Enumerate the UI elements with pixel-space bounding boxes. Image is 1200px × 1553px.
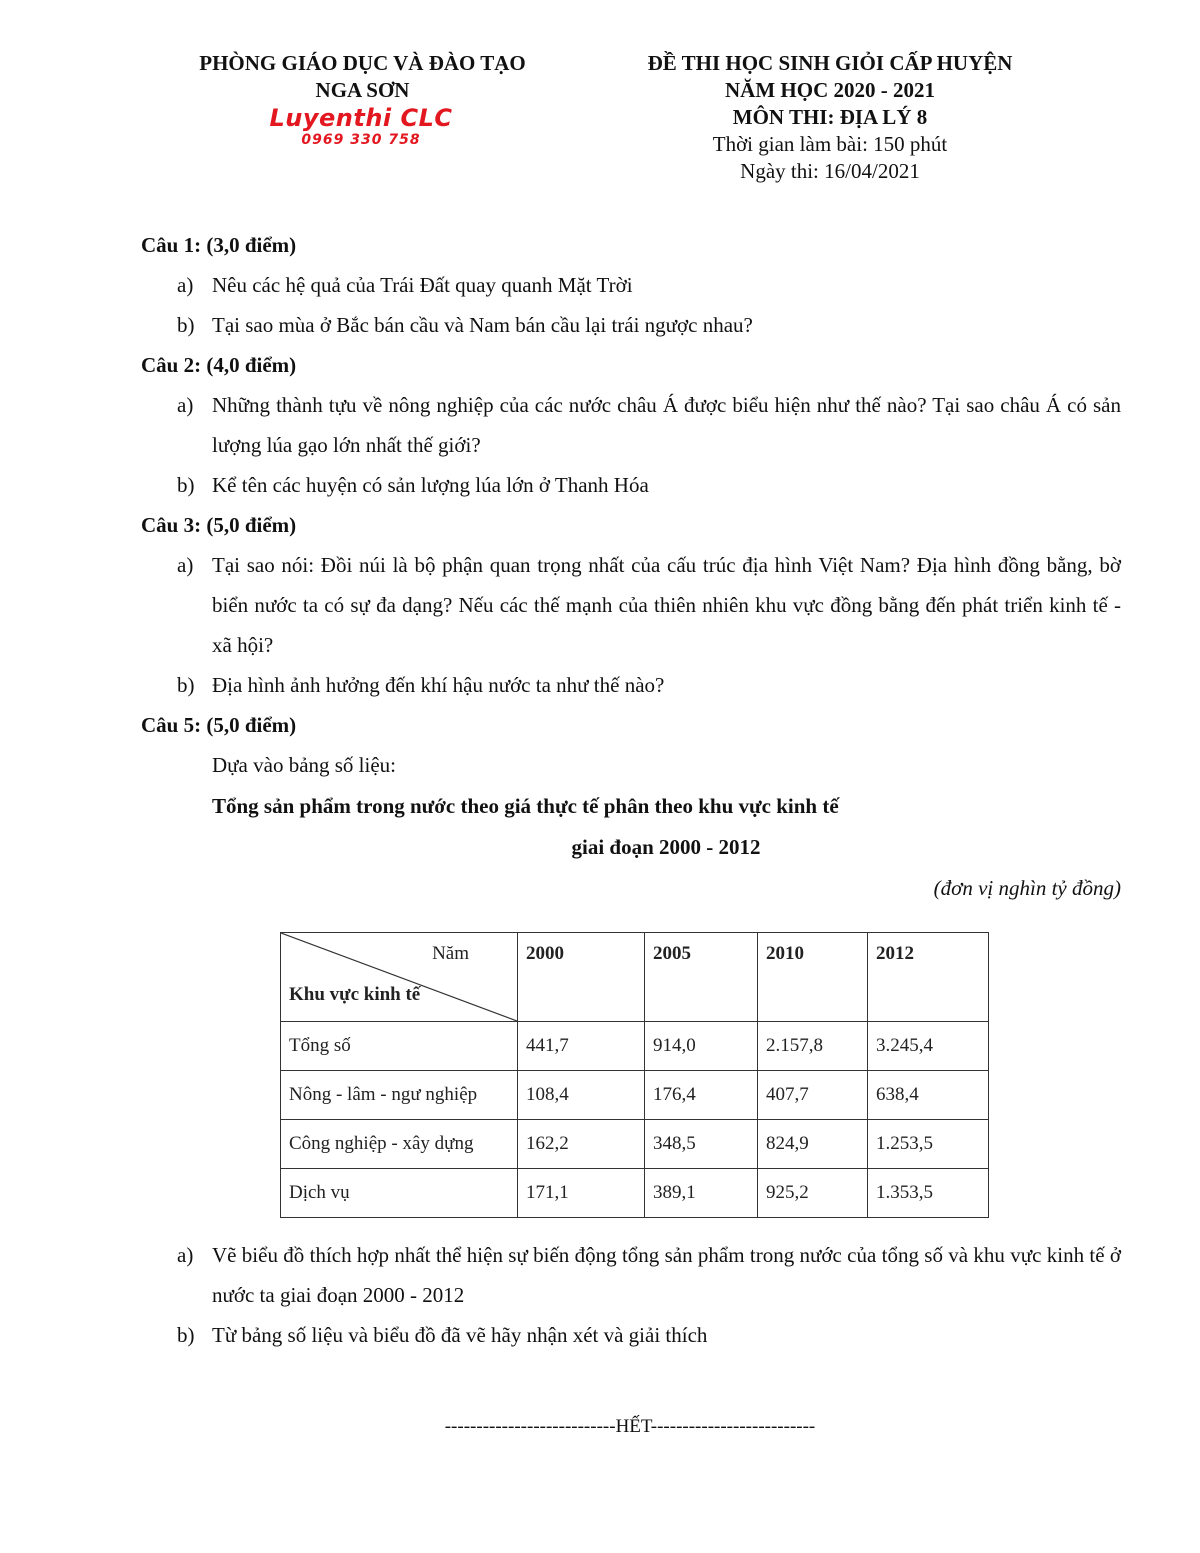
question-1a bbox=[141, 265, 1121, 305]
value-cell: 441,7 bbox=[518, 1022, 645, 1071]
sector-label: Tổng số bbox=[281, 1022, 518, 1071]
exam-body bbox=[141, 225, 1121, 909]
exam-date: Ngày thi: 16/04/2021 bbox=[740, 159, 920, 183]
value-cell: 1.253,5 bbox=[868, 1120, 989, 1169]
question-5-title: Câu 5: (5,0 điểm) bbox=[141, 713, 297, 737]
question-5-tasks bbox=[141, 1235, 1121, 1355]
table-row bbox=[281, 1120, 989, 1169]
table-unit: (đơn vị nghìn tỷ đồng) bbox=[933, 876, 1121, 900]
table-period: giai đoạn 2000 - 2012 bbox=[571, 835, 761, 859]
question-3-title: Câu 3: (5,0 điểm) bbox=[141, 513, 297, 537]
diagonal-divider bbox=[281, 933, 517, 1021]
year-cell: 2000 bbox=[518, 933, 645, 1022]
sector-header: Khu vực kinh tế bbox=[289, 984, 421, 1005]
department-header bbox=[165, 50, 560, 104]
value-cell: 348,5 bbox=[645, 1120, 758, 1169]
value-cell: 171,1 bbox=[518, 1169, 645, 1218]
value-cell: 162,2 bbox=[518, 1120, 645, 1169]
year-header: Năm bbox=[432, 943, 469, 964]
district-name: NGA SƠN bbox=[315, 78, 410, 102]
table-row bbox=[281, 1022, 989, 1071]
value-cell: 2.157,8 bbox=[758, 1022, 868, 1071]
exam-duration: Thời gian làm bài: 150 phút bbox=[712, 132, 948, 156]
watermark-logo bbox=[250, 104, 472, 148]
year-cell: 2005 bbox=[645, 933, 758, 1022]
value-cell: 925,2 bbox=[758, 1169, 868, 1218]
department-name: PHÒNG GIÁO DỤC VÀ ĐÀO TẠO bbox=[199, 51, 526, 75]
value-cell: 824,9 bbox=[758, 1120, 868, 1169]
question-5a bbox=[141, 1235, 1121, 1315]
exam-subject: MÔN THI: ĐỊA LÝ 8 bbox=[732, 105, 928, 129]
table-corner-cell bbox=[281, 933, 518, 1022]
gdp-table bbox=[280, 932, 989, 1218]
item-label: b) bbox=[177, 313, 195, 337]
item-text: Địa hình ảnh hưởng đến khí hậu nước ta như thế nào? bbox=[212, 673, 665, 697]
question-3b bbox=[141, 665, 1121, 705]
table-row bbox=[281, 1169, 989, 1218]
table-title: Tổng sản phẩm trong nước theo giá thực tế phân theo khu vực kinh tế bbox=[212, 794, 839, 818]
sector-label: Dịch vụ bbox=[281, 1169, 518, 1218]
school-year: NĂM HỌC 2020 - 2021 bbox=[725, 78, 935, 102]
exam-header bbox=[590, 50, 1070, 185]
item-text: Tại sao mùa ở Bắc bán cầu và Nam bán cầu lại trái ngược nhau? bbox=[212, 313, 753, 337]
exam-title: ĐỀ THI HỌC SINH GIỎI CẤP HUYỆN bbox=[647, 51, 1013, 75]
item-label: b) bbox=[177, 473, 195, 497]
item-label: a) bbox=[177, 393, 194, 417]
item-text: Kể tên các huyện có sản lượng lúa lớn ở Thanh Hóa bbox=[212, 473, 649, 497]
sector-label: Công nghiệp - xây dựng bbox=[281, 1120, 518, 1169]
item-text: Tại sao nói: Đồi núi là bộ phận quan trọng nhất của cấu trúc địa hình Việt Nam? Địa hình đồng bằng, bờ biển nước ta có sự đa dạng? Nếu các thế mạnh của thiên nhiên khu vực đồng bằng đến phát triển kinh tế - xã hội? bbox=[212, 553, 1121, 657]
item-text: Từ bảng số liệu và biểu đồ đã vẽ hãy nhận xét và giải thích bbox=[212, 1323, 708, 1347]
value-cell: 638,4 bbox=[868, 1071, 989, 1120]
question-1-title: Câu 1: (3,0 điểm) bbox=[141, 233, 297, 257]
value-cell: 108,4 bbox=[518, 1071, 645, 1120]
table-row bbox=[281, 1071, 989, 1120]
table-header-row bbox=[281, 933, 989, 1022]
item-label: b) bbox=[177, 1323, 195, 1347]
item-label: b) bbox=[177, 673, 195, 697]
item-label: a) bbox=[177, 273, 194, 297]
item-label: a) bbox=[177, 553, 194, 577]
question-2b bbox=[141, 465, 1121, 505]
watermark-phone: 0969 330 758 bbox=[301, 132, 421, 148]
question-5-intro: Dựa vào bảng số liệu: bbox=[212, 753, 397, 777]
item-text: Vẽ biểu đồ thích hợp nhất thể hiện sự biến động tổng sản phẩm trong nước của tổng số và khu vực kinh tế ở nước ta giai đoạn 2000 - 2012 bbox=[212, 1243, 1121, 1307]
watermark-name: Luyenthi CLC bbox=[269, 104, 453, 132]
year-cell: 2012 bbox=[868, 933, 989, 1022]
question-1b bbox=[141, 305, 1121, 345]
question-2a bbox=[141, 385, 1121, 465]
value-cell: 407,7 bbox=[758, 1071, 868, 1120]
item-label: a) bbox=[177, 1243, 194, 1267]
sector-label: Nông - lâm - ngư nghiệp bbox=[281, 1071, 518, 1120]
value-cell: 176,4 bbox=[645, 1071, 758, 1120]
value-cell: 914,0 bbox=[645, 1022, 758, 1071]
question-2-title: Câu 2: (4,0 điểm) bbox=[141, 353, 297, 377]
value-cell: 3.245,4 bbox=[868, 1022, 989, 1071]
end-marker: ---------------------------HẾT-------------------------- bbox=[444, 1416, 816, 1437]
year-cell: 2010 bbox=[758, 933, 868, 1022]
value-cell: 1.353,5 bbox=[868, 1169, 989, 1218]
question-3a bbox=[141, 545, 1121, 665]
question-5b bbox=[141, 1315, 1121, 1355]
value-cell: 389,1 bbox=[645, 1169, 758, 1218]
item-text: Những thành tựu về nông nghiệp của các nước châu Á được biểu hiện như thế nào? Tại sao châu Á có sản lượng lúa gạo lớn nhất thế giới? bbox=[212, 393, 1121, 457]
item-text: Nêu các hệ quả của Trái Đất quay quanh Mặt Trời bbox=[212, 273, 633, 297]
